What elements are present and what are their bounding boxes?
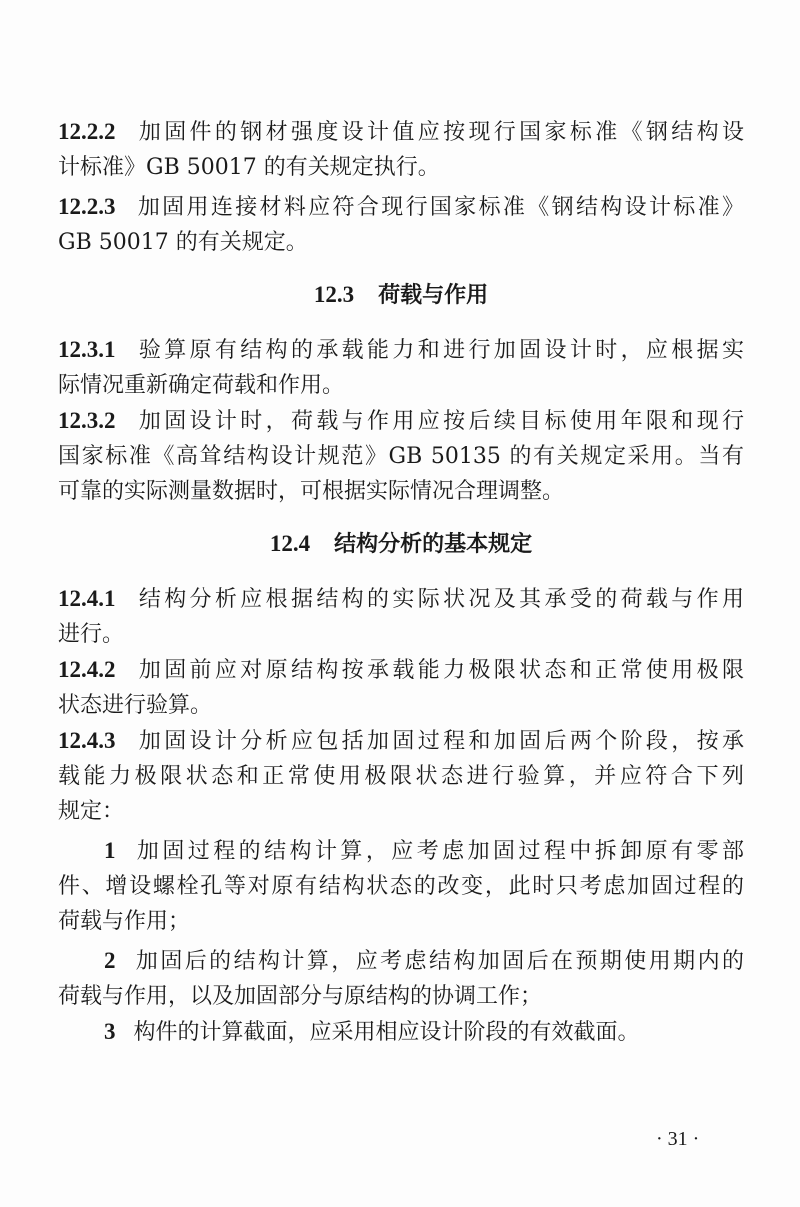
document-page	[58, 114, 744, 1050]
clause-number: 12.3.1	[58, 337, 116, 362]
clause-number: 12.3.2	[58, 408, 116, 433]
item-text: 荷载与作用；	[58, 909, 191, 934]
clause-text: 可靠的实际测量数据时，可根据实际情况合理调整。	[58, 479, 565, 504]
clause-text: 加固用连接材料应符合现行国家标准《钢结构设计标准》	[135, 195, 744, 220]
item-text: 加固过程的结构计算，应考虑加固过程中拆卸原有零部	[133, 839, 744, 864]
item-text: 构件的计算截面，应采用相应设计阶段的有效截面。	[133, 1020, 640, 1045]
clause-12-3-1	[58, 332, 744, 403]
clause-text: 规定：	[58, 799, 125, 824]
clause-text: 结构分析应根据结构的实际状况及其承受的荷载与作用	[135, 587, 744, 612]
item-text: 件、增设螺栓孔等对原有结构状态的改变，此时只考虑加固过程的	[58, 874, 744, 899]
clause-text: 验算原有结构的承载能力和进行加固设计时，应根据实	[135, 338, 744, 363]
item-number: 1	[104, 838, 116, 863]
clause-text: 状态进行验算。	[58, 693, 213, 718]
item-text: 荷载与作用，以及加固部分与原结构的协调工作；	[58, 984, 543, 1009]
section-heading-12-3	[58, 277, 744, 313]
clause-text: 国家标准《高耸结构设计规范》GB 50135 的有关规定采用。当有	[58, 444, 744, 469]
item-text: 加固后的结构计算，应考虑结构加固后在预期使用期内的	[133, 949, 744, 974]
clause-text: 际情况重新确定荷载和作用。	[58, 373, 345, 398]
clause-12-2-3	[58, 189, 744, 260]
clause-text: 加固设计分析应包括加固过程和加固后两个阶段，按承	[135, 729, 744, 754]
list-item-1	[58, 833, 744, 939]
item-number: 2	[104, 948, 116, 973]
clause-text: 进行。	[58, 622, 125, 647]
clause-text: 加固设计时，荷载与作用应按后续目标使用年限和现行	[135, 409, 744, 434]
clause-12-4-2	[58, 652, 744, 723]
clause-12-2-2	[58, 114, 744, 185]
clause-12-3-2	[58, 403, 744, 509]
section-title: 结构分析的基本规定	[334, 531, 533, 557]
item-number: 3	[104, 1019, 116, 1044]
clause-text: 计标准》GB 50017 的有关规定执行。	[58, 155, 440, 180]
list-item-3	[58, 1014, 744, 1050]
clause-number: 12.2.3	[58, 194, 116, 219]
section-number: 12.3	[313, 282, 355, 307]
clause-number: 12.4.2	[58, 657, 116, 682]
clause-12-4-3	[58, 723, 744, 829]
clause-number: 12.4.3	[58, 728, 116, 753]
clause-number: 12.4.1	[58, 586, 116, 611]
section-heading-12-4	[58, 526, 744, 562]
page-number: · 31 ·	[656, 1128, 700, 1150]
clause-text: 加固前应对原结构按承载能力极限状态和正常使用极限	[135, 658, 744, 683]
clause-number: 12.2.2	[58, 119, 116, 144]
clause-text: 载能力极限状态和正常使用极限状态进行验算，并应符合下列	[58, 764, 744, 789]
list-item-2	[58, 943, 744, 1014]
section-number: 12.4	[269, 531, 311, 556]
clause-text: GB 50017 的有关规定。	[58, 230, 308, 255]
clause-text: 加固件的钢材强度设计值应按现行国家标准《钢结构设	[135, 120, 744, 145]
clause-12-4-1	[58, 581, 744, 652]
section-title: 荷载与作用	[378, 282, 489, 308]
